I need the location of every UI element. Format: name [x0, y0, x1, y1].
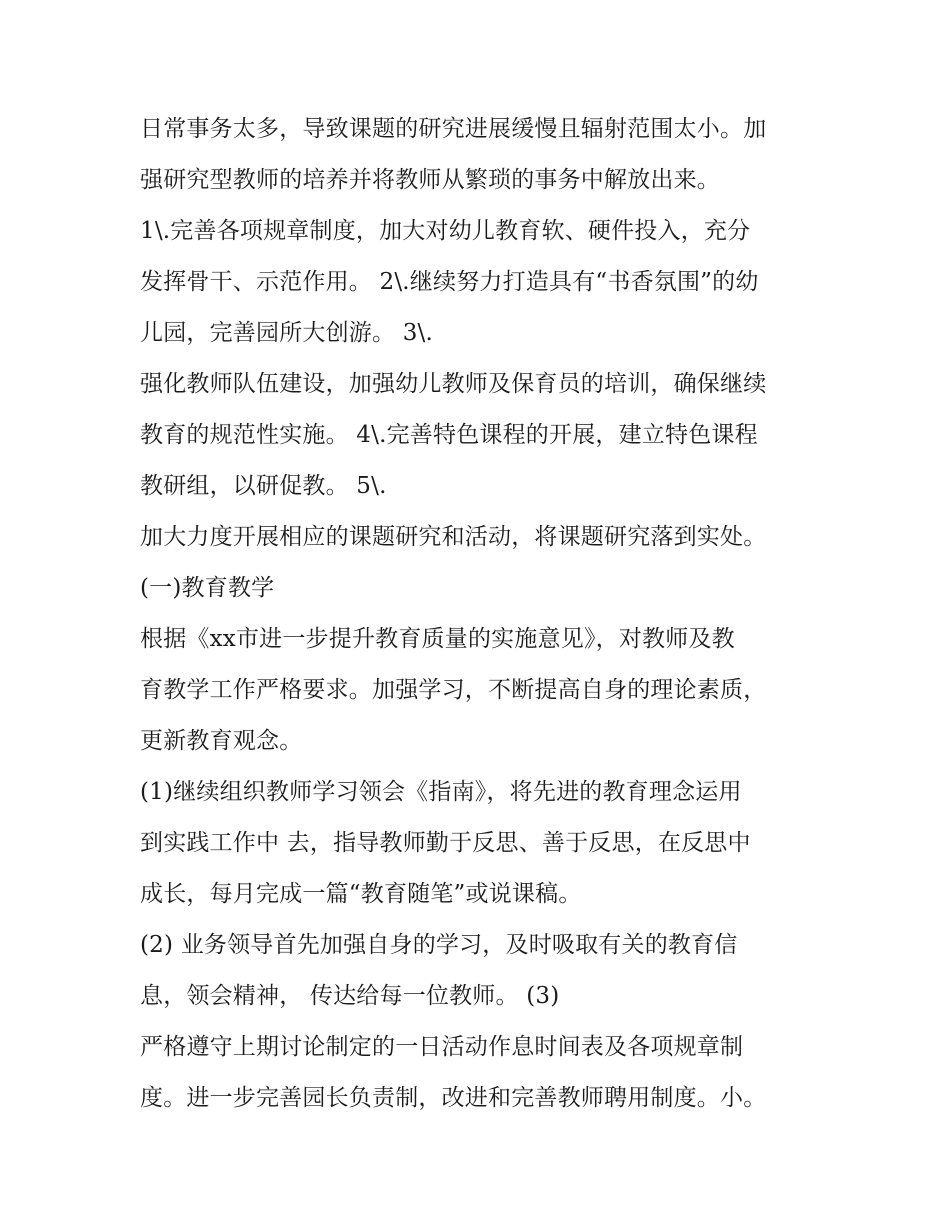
- text-line-12: 育教学工作严格要求。加强学习，不断提高自身的理论素质，: [140, 677, 767, 703]
- text-line-1: 日常事务太多，导致课题的研究进展缓慢且辐射范围太小。加: [140, 116, 767, 142]
- text-line-11: 根据《xx市进一步提升教育质量的实施意见》，对教师及教: [140, 626, 735, 652]
- text-line-17: (2) 业务领导首先加强自身的学习，及时吸取有关的教育信: [140, 932, 738, 958]
- document-body: [140, 104, 820, 1124]
- text-line-13: 更新教育观念。: [140, 728, 303, 754]
- text-line-14: (1)继续组织教师学习领会《指南》，将先进的教育理念运用: [140, 779, 742, 805]
- text-line-5: 儿园，完善园所大创游。 3\.: [140, 320, 434, 346]
- text-line-2: 强研究型教师的培养并将教师从繁琐的事务中解放出来。: [140, 167, 720, 193]
- text-line-9: 加大力度开展相应的课题研究和活动，将课题研究落到实处。: [140, 524, 767, 550]
- text-line-16: 成长，每月完成一篇“教育随笔”或说课稿。: [140, 881, 582, 907]
- text-line-20: 度。进一步完善园长负责制，改进和完善教师聘用制度。小。: [140, 1085, 767, 1111]
- text-line-3: 1\.完善各项规章制度，加大对幼儿教育软、硬件投入，充分: [140, 218, 751, 244]
- text-line-19: 严格遵守上期讨论制定的一日活动作息时间表及各项规章制: [140, 1034, 744, 1060]
- text-line-6: 强化教师队伍建设，加强幼儿教师及保育员的培训，确保继续: [140, 371, 767, 397]
- text-line-8: 教研组，以研促教。 5\.: [140, 473, 387, 499]
- text-line-7: 教育的规范性实施。 4\.完善特色课程的开展，建立特色课程: [140, 422, 758, 448]
- text-line-18: 息，领会精神， 传达给每一位教师。 (3): [140, 983, 560, 1009]
- text-line-15: 到实践工作中 去，指导教师勤于反思、善于反思，在反思中: [140, 830, 751, 856]
- text-line-4: 发挥骨干、示范作用。 2\.继续努力打造具有“书香氛围”的幼: [140, 269, 759, 295]
- section-heading: (一)教育教学: [140, 575, 275, 601]
